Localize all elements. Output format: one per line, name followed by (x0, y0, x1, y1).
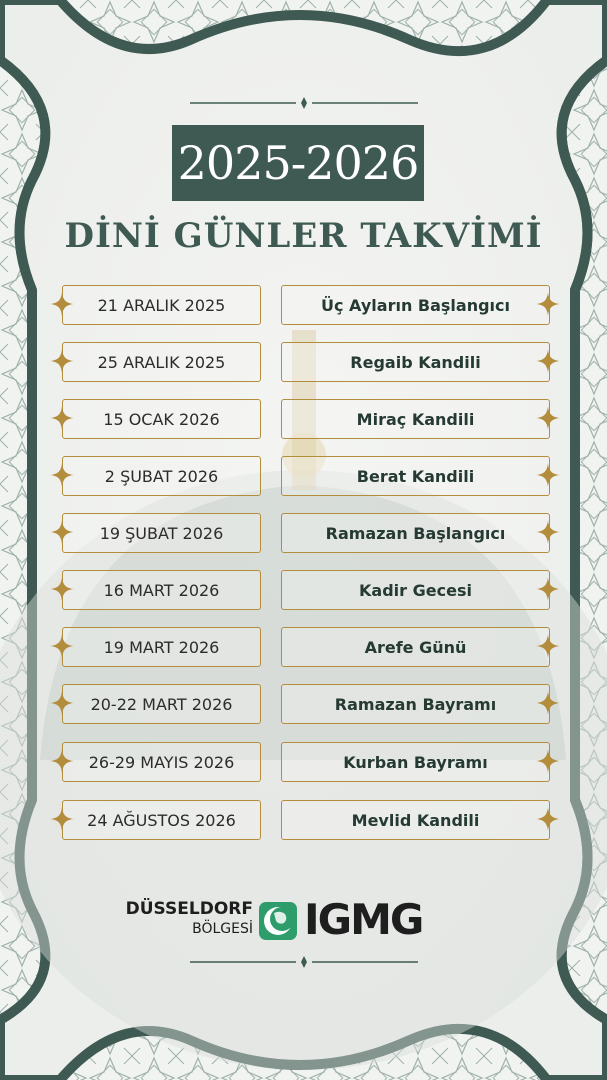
sparkle-icon (536, 807, 560, 831)
calendar-row (0, 742, 607, 782)
sparkle-icon (50, 406, 74, 430)
footer-logo (118, 895, 458, 945)
sparkle-icon (50, 520, 74, 544)
date-cell: 26-29 MAYIS 2026 (62, 742, 261, 782)
sparkle-icon (50, 349, 74, 373)
sparkle-icon (50, 634, 74, 658)
page-title: DİNİ GÜNLER TAKVİMİ (64, 216, 543, 256)
event-cell: Kadir Gecesi (281, 570, 550, 610)
sparkle-icon (536, 577, 560, 601)
calendar-row (0, 285, 607, 325)
calendar-row (0, 684, 607, 724)
calendar-row (0, 399, 607, 439)
sparkle-icon (50, 292, 74, 316)
sparkle-icon (50, 577, 74, 601)
calendar-row (0, 800, 607, 840)
sparkle-icon (536, 749, 560, 773)
brand-wordmark: IGMG (304, 895, 423, 944)
sparkle-icon (50, 749, 74, 773)
date-cell: 20-22 MART 2026 (62, 684, 261, 724)
date-cell: 16 MART 2026 (62, 570, 261, 610)
event-cell: Ramazan Başlangıcı (281, 513, 550, 553)
year-range-text: 2025-2026 (177, 136, 419, 190)
calendar-row (0, 342, 607, 382)
sparkle-icon (536, 691, 560, 715)
sparkle-icon (50, 807, 74, 831)
calendar-row (0, 513, 607, 553)
calendar-row (0, 456, 607, 496)
date-cell: 19 ŞUBAT 2026 (62, 513, 261, 553)
sparkle-icon (536, 292, 560, 316)
sparkle-icon (536, 349, 560, 373)
event-cell: Arefe Günü (281, 627, 550, 667)
sparkle-icon (536, 520, 560, 544)
event-cell: Regaib Kandili (281, 342, 550, 382)
calendar-row (0, 627, 607, 667)
date-cell: 19 MART 2026 (62, 627, 261, 667)
sparkle-icon (536, 463, 560, 487)
igmg-globe-crescent-icon (258, 901, 298, 941)
event-cell: Üç Ayların Başlangıcı (281, 285, 550, 325)
year-range-banner (172, 125, 424, 201)
event-cell: Miraç Kandili (281, 399, 550, 439)
date-cell: 25 ARALIK 2025 (62, 342, 261, 382)
region-label: BÖLGESİ (192, 921, 253, 937)
event-cell: Kurban Bayramı (281, 742, 550, 782)
sparkle-icon (50, 691, 74, 715)
event-cell: Ramazan Bayramı (281, 684, 550, 724)
sparkle-icon (50, 463, 74, 487)
sparkle-icon (536, 634, 560, 658)
date-cell: 15 OCAK 2026 (62, 399, 261, 439)
event-cell: Mevlid Kandili (281, 800, 550, 840)
calendar-row (0, 570, 607, 610)
date-cell: 24 AĞUSTOS 2026 (62, 800, 261, 840)
date-cell: 21 ARALIK 2025 (62, 285, 261, 325)
event-cell: Berat Kandili (281, 456, 550, 496)
region-name: DÜSSELDORF (125, 899, 253, 919)
sparkle-icon (536, 406, 560, 430)
date-cell: 2 ŞUBAT 2026 (62, 456, 261, 496)
